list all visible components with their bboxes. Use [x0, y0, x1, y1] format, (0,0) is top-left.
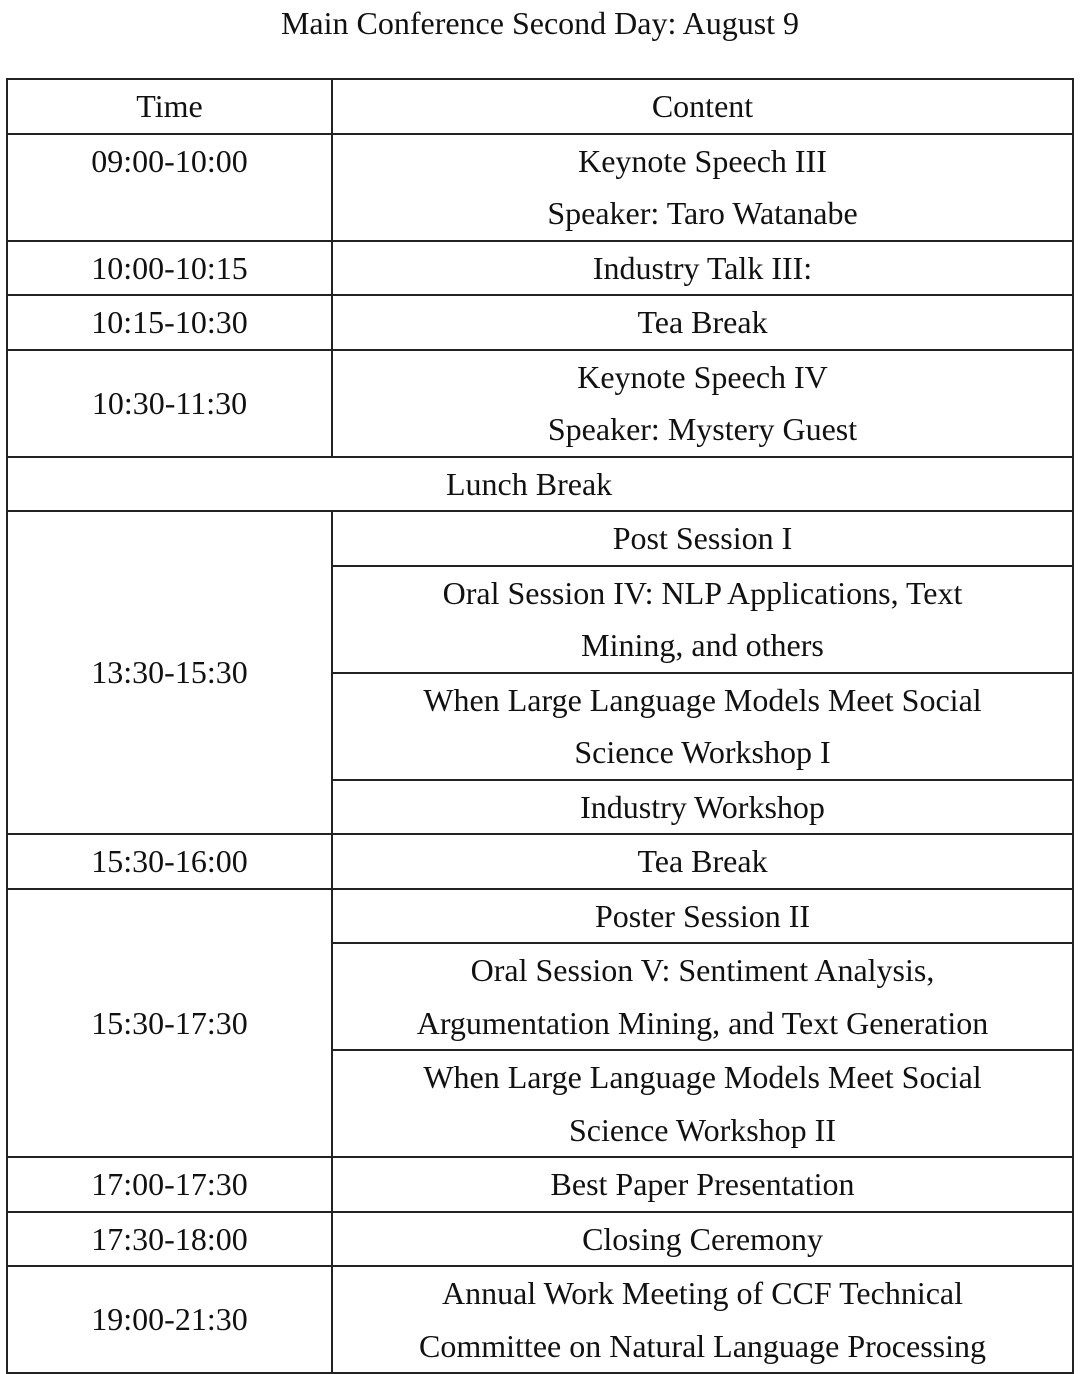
- content-line: Keynote Speech IV: [577, 358, 828, 395]
- content-line: Oral Session V: Sentiment Analysis,: [470, 952, 935, 988]
- content-cell: [332, 834, 1073, 889]
- time-cell: 10:30-11:30: [7, 350, 332, 457]
- table-row: [7, 350, 1073, 457]
- content-cell: [332, 1266, 1073, 1373]
- content-cell: [332, 511, 1073, 566]
- content-cell: [332, 1050, 1073, 1157]
- content-cell: [332, 350, 1073, 457]
- content-line: Committee on Natural Language Processing: [419, 1327, 986, 1364]
- content-cell: [332, 134, 1073, 241]
- content-line: Industry Workshop: [580, 788, 825, 825]
- content-cell: [332, 943, 1073, 1050]
- content-cell: [332, 566, 1073, 673]
- content-line: When Large Language Models Meet Social: [423, 1059, 982, 1095]
- table-row: [7, 889, 1073, 944]
- content-cell: [332, 295, 1073, 350]
- time-cell: 10:00-10:15: [7, 241, 332, 296]
- content-cell: [332, 1212, 1073, 1267]
- content-line: Argumentation Mining, and Text Generation: [416, 1004, 989, 1041]
- content-cell: [332, 1157, 1073, 1212]
- page-title: Main Conference Second Day: August 9: [280, 5, 800, 41]
- content-line: Tea Break: [637, 843, 768, 879]
- header-content: Content: [332, 79, 1073, 134]
- table-row: [7, 1157, 1073, 1212]
- content-cell: [332, 780, 1073, 835]
- time-cell: 09:00-10:00: [7, 134, 332, 241]
- content-cell: [332, 241, 1073, 296]
- lunch-break-cell: Lunch Break: [7, 457, 1073, 512]
- content-line: Industry Talk III:: [592, 249, 813, 286]
- content-line: Science Workshop II: [569, 1111, 836, 1148]
- schedule-table: [6, 78, 1074, 1374]
- content-line: Speaker: Mystery Guest: [547, 411, 858, 447]
- content-line: Annual Work Meeting of CCF Technical: [441, 1275, 964, 1311]
- time-cell: 13:30-15:30: [7, 511, 332, 834]
- content-line: Keynote Speech III: [578, 142, 827, 179]
- table-row: [7, 295, 1073, 350]
- table-row: [7, 1212, 1073, 1267]
- table-row: [7, 1266, 1073, 1373]
- time-cell: 10:15-10:30: [7, 295, 332, 350]
- time-cell: 15:30-16:00: [7, 834, 332, 889]
- table-row: [7, 241, 1073, 296]
- content-cell: [332, 673, 1073, 780]
- content-line: Best Paper Presentation: [550, 1166, 855, 1202]
- content-line: When Large Language Models Meet Social: [423, 681, 982, 718]
- content-line: Science Workshop I: [574, 734, 831, 770]
- time-cell: 17:30-18:00: [7, 1212, 332, 1267]
- content-line: Post Session I: [612, 520, 793, 556]
- content-line: Oral Session IV: NLP Applications, Text: [442, 574, 963, 611]
- table-row: [7, 511, 1073, 566]
- header-time: Time: [7, 79, 332, 134]
- table-row: [7, 134, 1073, 241]
- table-header-row: [7, 79, 1073, 134]
- content-line: Tea Break: [637, 304, 768, 340]
- content-line: Mining, and others: [581, 627, 824, 663]
- table-row-lunch: [7, 457, 1073, 512]
- content-cell: [332, 889, 1073, 944]
- content-line: Poster Session II: [594, 897, 811, 934]
- content-line: Closing Ceremony: [582, 1220, 823, 1257]
- table-row: [7, 834, 1073, 889]
- content-line: Speaker: Taro Watanabe: [547, 195, 858, 231]
- time-cell: 15:30-17:30: [7, 889, 332, 1158]
- time-cell: 17:00-17:30: [7, 1157, 332, 1212]
- time-cell: 19:00-21:30: [7, 1266, 332, 1373]
